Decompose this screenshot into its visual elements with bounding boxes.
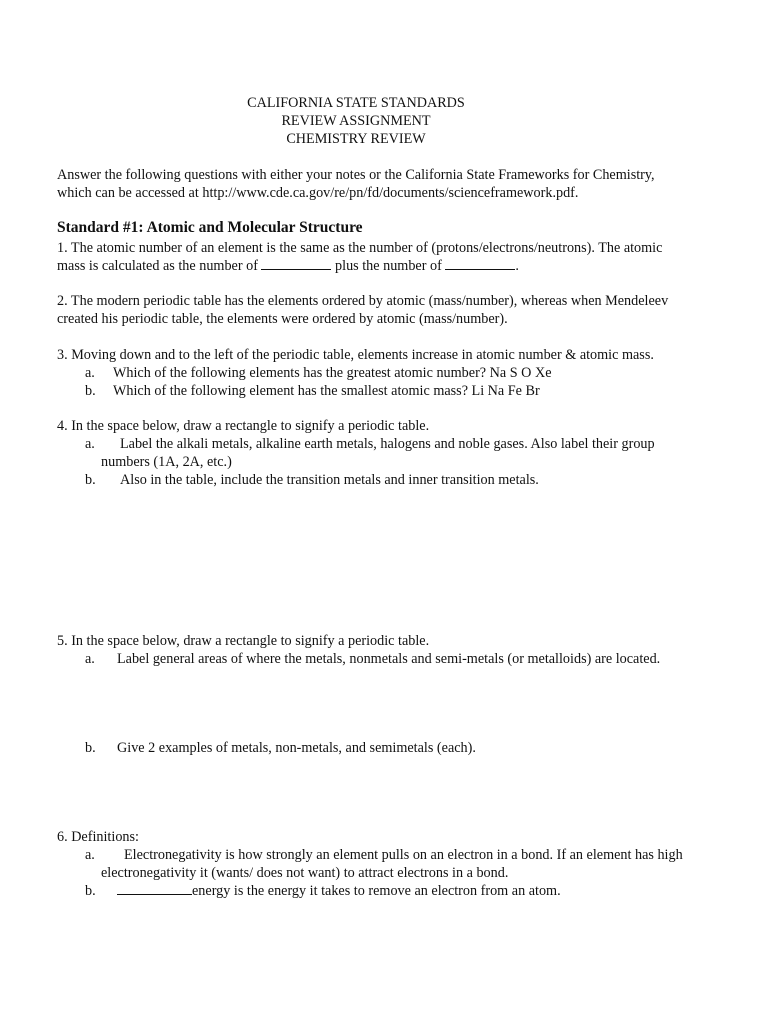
header-line-standards: CALIFORNIA STATE STANDARDS <box>247 95 465 111</box>
q5-item-b-text: Give 2 examples of metals, non-metals, and semimetals (each). <box>117 740 476 756</box>
q3-line-1: 3. Moving down and to the left of the periodic table, elements increase in atomic number & atomic mass. <box>57 347 654 363</box>
q4-item-b <box>85 471 539 489</box>
list-marker: b. <box>85 740 96 756</box>
header-line-review: CHEMISTRY REVIEW <box>286 131 426 147</box>
q6-line-1: 6. Definitions: <box>57 829 139 845</box>
standard-heading: Standard #1: Atomic and Molecular Structure <box>57 219 363 236</box>
q2-line-1: 2. The modern periodic table has the elements ordered by atomic (mass/number), whereas when Mendeleev <box>57 293 669 309</box>
q4-line-1: 4. In the space below, draw a rectangle to signify a periodic table. <box>57 418 430 434</box>
header-line-assignment: REVIEW ASSIGNMENT <box>281 113 431 129</box>
list-marker: a. <box>85 651 95 667</box>
list-marker: a. <box>85 365 95 381</box>
q3-item-a-text: Which of the following elements has the greatest atomic number? Na S O Xe <box>113 365 552 381</box>
answer-blank <box>261 257 331 270</box>
answer-blank <box>445 257 515 270</box>
q1-line-1: 1. The atomic number of an element is the same as the number of (protons/electrons/neutrons). The atomic <box>57 240 663 256</box>
q6-item-b <box>85 882 561 900</box>
q6-item-b-text: energy is the energy it takes to remove an electron from an atom. <box>192 883 561 899</box>
q1-text-a: mass is calculated as the number of <box>57 258 258 274</box>
q4-item-a-continued: numbers (1A, 2A, etc.) <box>101 454 232 470</box>
intro-line-2: which can be accessed at http://www.cde.ca.gov/re/pn/fd/documents/scienceframework.pdf. <box>57 185 579 201</box>
q4-item-b-text: Also in the table, include the transition metals and inner transition metals. <box>120 472 539 488</box>
intro-line-1: Answer the following questions with either your notes or the California State Frameworks for Chemistry, <box>57 167 655 183</box>
q1-line-2 <box>57 257 519 275</box>
list-marker: a. <box>85 436 95 452</box>
q6-item-a-continued: electronegativity it (wants/ does not want) to attract electrons in a bond. <box>101 865 509 881</box>
q1-text-b: plus the number of <box>335 258 442 274</box>
list-marker: b. <box>85 383 96 399</box>
q1-period: . <box>515 258 519 274</box>
q6-item-a-text: Electronegativity is how strongly an element pulls on an electron in a bond. If an element has high <box>124 847 683 863</box>
q3-item-a <box>85 364 552 382</box>
q6-item-a <box>85 846 683 864</box>
list-marker: a. <box>85 847 95 863</box>
q5-item-a <box>85 650 660 668</box>
q3-item-b <box>85 382 540 400</box>
list-marker: b. <box>85 472 96 488</box>
q3-item-b-text: Which of the following element has the smallest atomic mass? Li Na Fe Br <box>113 383 540 399</box>
q5-line-1: 5. In the space below, draw a rectangle to signify a periodic table. <box>57 633 430 649</box>
q4-item-a <box>85 435 655 453</box>
q4-item-a-text: Label the alkali metals, alkaline earth metals, halogens and noble gases. Also label their group <box>120 436 655 452</box>
q2-line-2: created his periodic table, the elements were ordered by atomic (mass/number). <box>57 311 508 327</box>
q5-item-a-text: Label general areas of where the metals, nonmetals and semi-metals (or metalloids) are located. <box>117 651 661 667</box>
answer-blank <box>117 882 192 895</box>
q5-item-b <box>85 739 476 757</box>
list-marker: b. <box>85 883 96 899</box>
